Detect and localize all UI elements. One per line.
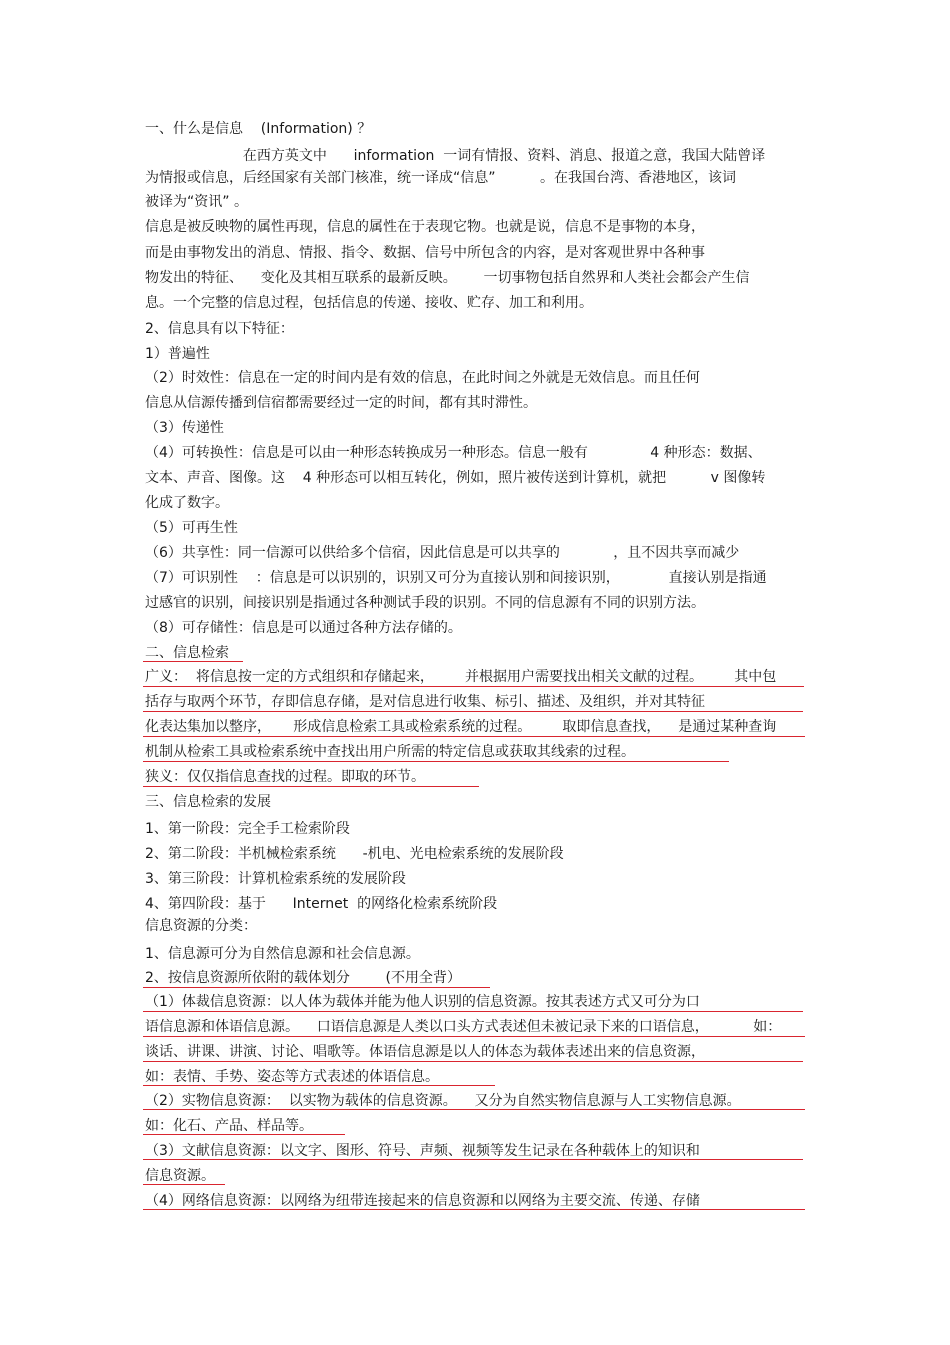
text-line: 物发出的特征、 变化及其相互联系的最新反映。 一切事物包括自然界和人类社会都会产生信 <box>145 270 750 286</box>
text-line: 括存与取两个环节，存即信息存储，是对信息进行收集、标引、描述、及组织，并对其特征 <box>145 694 705 710</box>
text-line: 信息是被反映物的属性再现，信息的属性在于表现它物。也就是说，信息不是事物的本身， <box>145 219 705 235</box>
red-underline <box>143 1109 805 1110</box>
red-underline <box>143 1036 805 1037</box>
red-underline <box>143 736 805 737</box>
text-line: 2、第二阶段：半机械检索系统 -机电、光电检索系统的发展阶段 <box>145 846 564 862</box>
text-line: 4、第四阶段：基于 Internet 的网络化检索系统阶段 <box>145 896 498 912</box>
red-underline <box>143 1085 495 1086</box>
text-line: （5）可再生性 <box>145 520 238 536</box>
section-heading: 一、什么是信息 (Information) ？ <box>145 121 372 137</box>
text-line: 而是由事物发出的消息、情报、指令、数据、信号中所包含的内容，是对客观世界中各种事 <box>145 245 705 261</box>
text-line: 广义： 将信息按一定的方式组织和存储起来， 并根据用户需要找出相关文献的过程。 其中包 <box>145 669 777 685</box>
text-line: 谈话、讲课、讲演、讨论、唱歌等。体语信息源是以人的体态为载体表述出来的信息资源， <box>145 1044 705 1060</box>
text-line: （2）实物信息资源： 以实物为载体的信息资源。 又分为自然实物信息源与人工实物信息源。 <box>145 1093 741 1109</box>
section-heading: 二、信息检索 <box>145 645 229 661</box>
text-line: 在西方英文中 information 一词有情报、资料、消息、报道之意，我国大陆曾译 <box>145 148 766 164</box>
text-line: （3）文献信息资源：以文字、图形、符号、声频、视频等发生记录在各种载体上的知识和 <box>145 1143 700 1159</box>
red-underline <box>143 1134 345 1135</box>
red-underline <box>143 686 804 687</box>
text-line: （1）体裁信息资源：以人体为载体并能为他人识别的信息资源。按其表述方式又可分为口 <box>145 994 700 1010</box>
text-line: （6）共享性：同一信源可以供给多个信宿，因此信息是可以共享的 ，且不因共享而减少 <box>145 545 740 561</box>
red-underline <box>143 1061 803 1062</box>
text-line: 1、信息源可分为自然信息源和社会信息源。 <box>145 946 420 962</box>
red-underline <box>143 1159 803 1160</box>
text-line: 过感官的识别，间接识别是指通过各种测试手段的识别。不同的信息源有不同的识别方法。 <box>145 595 705 611</box>
red-underline <box>143 761 729 762</box>
text-line: 2、信息具有以下特征： <box>145 321 294 337</box>
text-line: 化成了数字。 <box>145 495 229 511</box>
red-underline <box>143 711 803 712</box>
text-line: 3、第三阶段：计算机检索系统的发展阶段 <box>145 871 406 887</box>
text-line: 信息资源。 <box>145 1168 215 1184</box>
text-line: 信息从信源传播到信宿都需要经过一定的时间，都有其时滞性。 <box>145 395 537 411</box>
text-line: 化表达集加以整序， 形成信息检索工具或检索系统的过程。 取即信息查找， 是通过某种查询 <box>145 719 777 735</box>
section-heading: 三、信息检索的发展 <box>145 794 271 810</box>
red-underline <box>143 786 479 787</box>
text-line: 为情报或信息，后经国家有关部门核准，统一译成“信息” 。在我国台湾、香港地区，该词 <box>145 170 737 186</box>
text-line: 狭义：仅仅指信息查找的过程。即取的环节。 <box>145 769 425 785</box>
red-underline <box>143 1184 225 1185</box>
text-line: （4）网络信息资源：以网络为纽带连接起来的信息资源和以网络为主要交流、传递、存储 <box>145 1193 700 1209</box>
text-line: （7）可识别性 ：信息是可以识别的，识别又可分为直接认别和间接识别， 直接认别是指通 <box>145 570 767 586</box>
red-underline <box>143 987 490 988</box>
text-line: 如：化石、产品、样品等。 <box>145 1118 313 1134</box>
text-line: 信息资源的分类： <box>145 918 257 934</box>
text-line: 1）普遍性 <box>145 346 210 362</box>
text-line: （4）可转换性：信息是可以由一种形态转换成另一种形态。信息一般有 4 种形态：数据、 <box>145 445 762 461</box>
text-line: 如：表情、手势、姿态等方式表述的体语信息。 <box>145 1069 439 1085</box>
red-underline <box>143 661 243 662</box>
text-line: （8）可存储性：信息是可以通过各种方法存储的。 <box>145 620 462 636</box>
text-line: （3）传递性 <box>145 420 224 436</box>
text-line: 1、第一阶段：完全手工检索阶段 <box>145 821 350 837</box>
text-line: 文本、声音、图像。这 4 种形态可以相互转化，例如，照片被传送到计算机，就把 v 图像转 <box>145 470 766 486</box>
red-underline <box>143 1209 805 1210</box>
text-line: 息。一个完整的信息过程，包括信息的传递、接收、贮存、加工和利用。 <box>145 295 593 311</box>
text-line: 被译为“资讯” 。 <box>145 194 248 210</box>
text-line: 机制从检索工具或检索系统中查找出用户所需的特定信息或获取其线索的过程。 <box>145 744 635 760</box>
red-underline <box>143 1011 803 1012</box>
text-line: 语信息源和体语信息源。 口语信息源是人类以口头方式表述但未被记录下来的口语信息， 如： <box>145 1019 782 1035</box>
text-line: 2、按信息资源所依附的载体划分 (不用全背） <box>145 970 461 986</box>
text-line: （2）时效性：信息在一定的时间内是有效的信息，在此时间之外就是无效信息。而且任何 <box>145 370 700 386</box>
